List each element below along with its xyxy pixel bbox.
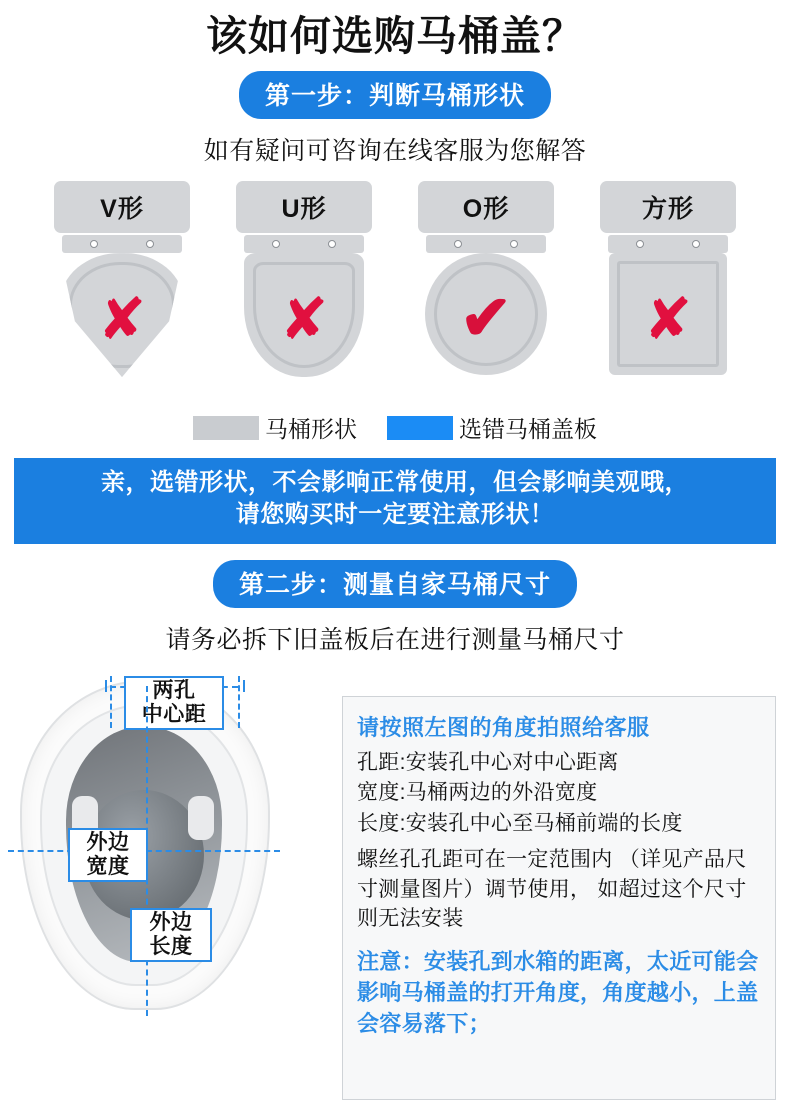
hole-guide-left	[110, 676, 112, 728]
instruction-caution: 注意：安装孔到水箱的距离，太近可能会影响马桶盖的打开角度，角度越小，上盖会容易落下；	[357, 949, 759, 1036]
instructions-heading: 请按照左图的角度拍照给客服	[357, 714, 650, 740]
step2-note: 请务必拆下旧盖板后在进行测量马桶尺寸	[165, 625, 625, 654]
step1-pill: 第一步：判断马桶形状	[239, 71, 551, 119]
step2-section	[0, 560, 790, 656]
hole-guide-right	[238, 676, 240, 728]
label-outer-length-line1: 外边	[149, 910, 193, 934]
tank-u	[236, 181, 372, 233]
measurement-section	[0, 670, 790, 1100]
hole-tick-right	[243, 680, 245, 692]
mounting-hole-icon	[692, 240, 700, 248]
seat-pad-right	[188, 796, 214, 840]
shape-card-u	[219, 181, 389, 393]
label-outer-length-line2: 长度	[149, 935, 193, 959]
label-hole-distance-line2: 中心距	[141, 703, 207, 727]
legend-label-shape: 马桶形状	[265, 416, 357, 443]
shape-mark-o: ✔	[460, 283, 512, 353]
mounting-hole-icon	[636, 240, 644, 248]
legend-swatch-shape	[193, 416, 259, 440]
instruction-line-width: 宽度:马桶两边的外沿宽度	[357, 781, 598, 805]
mounting-hole-icon	[328, 240, 336, 248]
warning-banner	[14, 458, 776, 544]
hinge-strip-o	[426, 235, 546, 253]
label-outer-width	[68, 828, 148, 882]
bowl-wrap-o	[411, 253, 561, 379]
tank-square	[600, 181, 736, 233]
toilet-diagram	[6, 670, 336, 1100]
step2-pill: 第二步：测量自家马桶尺寸	[213, 560, 577, 608]
bowl-wrap-u	[229, 253, 379, 379]
hinge-strip-u	[244, 235, 364, 253]
mounting-hole-icon	[510, 240, 518, 248]
page-title: 该如何选购马桶盖？	[206, 13, 584, 59]
warning-banner-line1: 亲，选错形状，不会影响正常使用，但会影响美观哦，	[101, 469, 689, 497]
shape-card-v	[37, 181, 207, 393]
hinge-strip-square	[608, 235, 728, 253]
label-outer-width-line2: 宽度	[86, 855, 130, 879]
step1-note: 如有疑问可咨询在线客服为您解答	[203, 137, 587, 166]
shape-label-v: V形	[100, 195, 144, 224]
hole-tick-left	[105, 680, 107, 692]
shape-mark-square: ✘	[643, 284, 693, 353]
shape-mark-v: ✘	[97, 284, 147, 353]
hinge-strip-v	[62, 235, 182, 253]
measurement-instructions-panel	[342, 696, 776, 1100]
shape-options-row	[0, 181, 790, 393]
bowl-wrap-square	[593, 253, 743, 379]
warning-banner-line2: 请您购买时一定要注意形状！	[235, 501, 555, 529]
instruction-paragraph: 螺丝孔孔距可在一定范围内 （详见产品尺寸测量图片）调节使用， 如超过这个尺寸则无法安装	[357, 848, 747, 930]
label-outer-length	[130, 908, 212, 962]
mounting-hole-icon	[272, 240, 280, 248]
legend-swatch-wrong-lid	[387, 416, 453, 440]
legend-label-wrong-lid: 选错马桶盖板	[459, 416, 597, 443]
shape-label-u: U形	[281, 195, 327, 224]
mounting-hole-icon	[454, 240, 462, 248]
instruction-line-hole: 孔距:安装孔中心对中心距离	[357, 750, 619, 774]
instruction-line-length: 长度:安装孔中心至马桶前端的长度	[357, 811, 683, 835]
tank-v	[54, 181, 190, 233]
shape-card-o	[401, 181, 571, 393]
mounting-hole-icon	[90, 240, 98, 248]
label-hole-distance	[124, 676, 224, 730]
mounting-hole-icon	[146, 240, 154, 248]
shape-mark-u: ✘	[279, 284, 329, 353]
shape-label-o: O形	[462, 195, 510, 224]
length-guide-line	[146, 686, 148, 1016]
legend	[0, 411, 790, 444]
label-hole-distance-line1: 两孔	[152, 678, 196, 702]
tank-o	[418, 181, 554, 233]
shape-label-square: 方形	[641, 195, 694, 224]
bowl-wrap-v	[47, 253, 197, 379]
label-outer-width-line1: 外边	[86, 830, 130, 854]
shape-card-square	[583, 181, 753, 393]
